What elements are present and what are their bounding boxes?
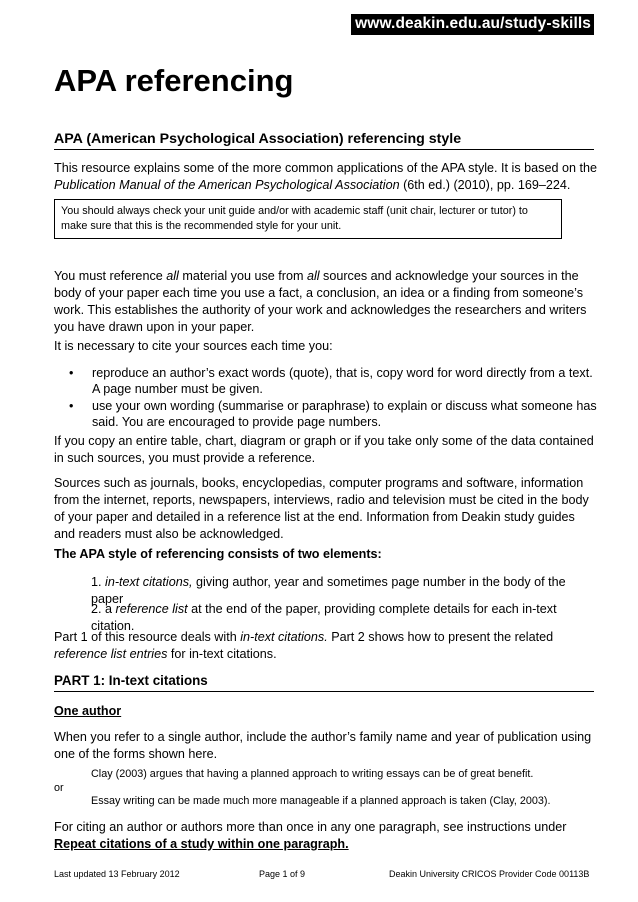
ref-text-1: You must reference (54, 269, 167, 283)
intro-text: This resource explains some of the more common applications of the APA style. It is based on the (54, 161, 597, 175)
part-overview-paragraph (54, 629, 599, 663)
part-emphasis-2: reference list entries (54, 647, 168, 661)
or-label: or (54, 782, 64, 794)
repeat-text: For citing an author or authors more than once in any one paragraph, see instructions under (54, 820, 567, 834)
one-author-paragraph: When you refer to a single author, include the author’s family name and year of publication using one of the forms shown here. (54, 730, 592, 761)
part-text-3: for in-text citations. (167, 647, 277, 661)
ref-emphasis-1: all (166, 269, 179, 283)
element-term: in-text citations, (105, 575, 193, 589)
bullet-icon: • (69, 366, 74, 380)
bullet-text: reproduce an author’s exact words (quote), that is, copy word for word directly from a text. A page number must be given. (92, 366, 593, 396)
bullet-text: use your own wording (summarise or paraphrase) to explain or discuss what someone has said. You are encouraged to provide page numbers. (92, 399, 597, 429)
element-term: reference list (115, 602, 188, 616)
two-elements-heading: The APA style of referencing consists of two elements: (54, 547, 382, 561)
citation-example-2: Essay writing can be made much more manageable if a planned approach is taken (Clay, 2003). (91, 795, 551, 807)
page-title: APA referencing (54, 63, 294, 98)
repeat-citations-link[interactable]: Repeat citations of a study within one paragraph. (54, 837, 349, 851)
note-box: You should always check your unit guide and/or with academic staff (unit chair, lecturer or tutor) to make sure that this is the recommended style for your unit. (54, 199, 562, 239)
repeat-paragraph (54, 819, 599, 853)
list-item (62, 398, 602, 430)
citation-example-1: Clay (2003) argues that having a planned approach to writing essays can be of great benefit. (91, 768, 534, 780)
bullet-icon: • (69, 399, 74, 413)
part-text-1: Part 1 of this resource deals with (54, 630, 241, 644)
list-item (62, 365, 602, 397)
part1-heading: PART 1: In-text citations (54, 672, 594, 692)
table-paragraph: If you copy an entire table, chart, diagram or graph or if you take only some of the data contained in such sources, you must provide a reference. (54, 434, 594, 465)
cite-bullet-list (62, 365, 602, 431)
element-number: 1. (91, 575, 106, 589)
site-url-badge[interactable]: www.deakin.edu.au/study-skills (351, 14, 594, 35)
ref-text-2: material you use from (178, 269, 307, 283)
section-subheading: APA (American Psychological Association) referencing style (54, 130, 594, 150)
footer-page-number: Page 1 of 9 (259, 869, 306, 879)
element-number: 2. a (91, 602, 116, 616)
element-description: giving author, year and sometimes page number in the body of the paper (91, 575, 566, 606)
intro-paragraph (54, 160, 599, 194)
intro-edition: (6th ed.) (2010), pp. 169–224. (399, 178, 571, 192)
footer-provider-code: Deakin University CRICOS Provider Code 00113B (389, 869, 590, 879)
sources-paragraph: Sources such as journals, books, encyclopedias, computer programs and software, information from the internet, reports, newspapers, interviews, radio and television must be cited in the body of your paper and detailed in a reference list at the end. Information from Deakin study guides and readers must also be acknowledged. (54, 476, 589, 541)
part-emphasis-1: in-text citations. (240, 630, 328, 644)
ref-text-3: sources and acknowledge your sources in the body of your paper each time you use a fact, a conclusion, an idea or a finding from someone’s work. This establishes the authority of your work and acknowledges the researchers and writers you have drawn upon in your paper. (54, 269, 587, 334)
cite-paragraph: It is necessary to cite your sources each time you: (54, 339, 333, 353)
one-author-heading: One author (54, 704, 122, 718)
footer-updated: Last updated 13 February 2012 (54, 869, 180, 879)
reference-all-paragraph (54, 268, 599, 336)
intro-publication-title: Publication Manual of the American Psychological Association (54, 178, 400, 192)
ref-emphasis-2: all (306, 269, 320, 283)
part-text-2: Part 2 shows how to present the related (327, 630, 554, 644)
element-description: at the end of the paper, providing complete details for each in-text citation. (91, 602, 557, 633)
